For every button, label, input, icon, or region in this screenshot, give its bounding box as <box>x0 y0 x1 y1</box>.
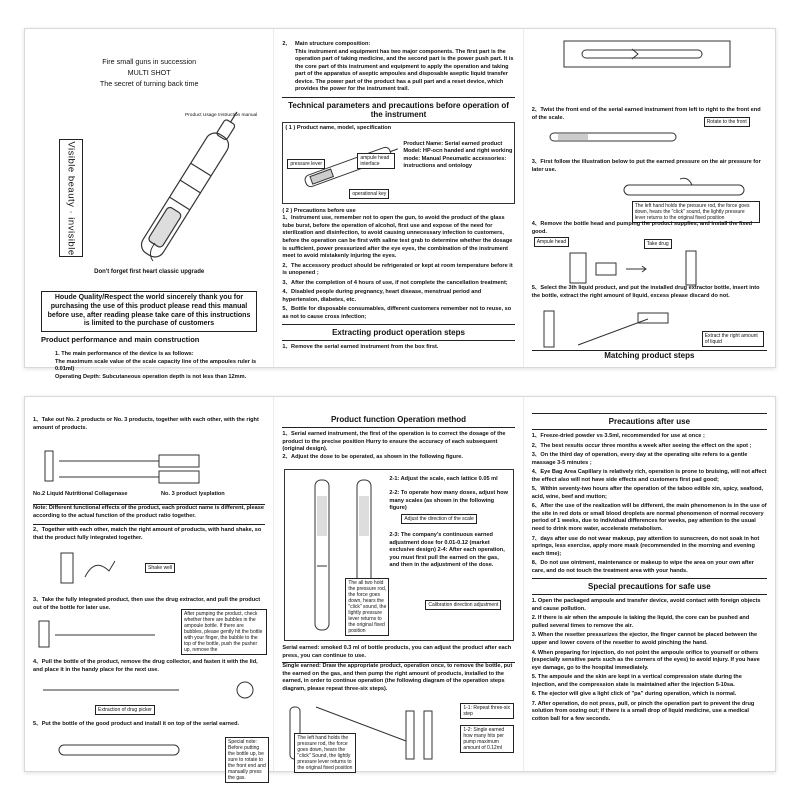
safe-use-item: 6. The ejector will give a light click of "pa" during operation, which is normal. <box>531 691 737 698</box>
safe-use-list <box>532 598 767 723</box>
product-name-label: ( 1 ) Product name, model, specification <box>285 124 392 131</box>
performance-heading: Product performance and main construction <box>41 335 200 344</box>
cover-line-2: MULTI SHOT <box>127 67 171 77</box>
operation-p2: 2、Adjust the dose to be operated, as shown in the following figure. <box>282 453 463 460</box>
match-step-3: 3、Take the fully integrated product, then use the drug extractor, and pull the product out of the bottle for later use. <box>33 597 261 611</box>
extraction-label: Extraction of drug picker <box>95 705 155 715</box>
precaution-item: 1、Instrument use, remember not to open the gun, to avoid the product of the glass tube burst, before the operation of alcohol, first use and expose of the need for sterilization and disinfection, to avoid causing unnecessary infection to customers, before the operation can be first with saline test grab to determine whether the dosage is sufficient, power pressurized after the eye eyes, the combination of the instrument meet to avoid mistakenly injuring the eyes. <box>282 215 513 260</box>
device-in-box-illustration <box>562 37 732 71</box>
injector-pen-illustration <box>125 125 245 265</box>
match-step-2: 2、Together with each other, match the right amount of products, with hand shake, so that the product fully integrated together. <box>33 527 262 541</box>
ampule-head-label: Ampule head <box>534 237 569 247</box>
structure-title: Main structure composition: <box>295 41 371 47</box>
extract-step-1: 1、Remove the serial earned instrument from the box first. <box>282 344 439 351</box>
safe-use-item: 4. When preparing for injection, do not point the ampoule orifice to yourself or others (especially sensitive parts such as the corners of the eyes) to avoid injury. If you have eye damage, go to the hospital immediately. <box>531 649 760 671</box>
after-use-item: 8、Do not use ointment, maintenance or makeup to wipe the area on your own after care, and do not touch the treatment area with your hands. <box>531 560 754 574</box>
divider <box>532 578 767 579</box>
precaution-item: 5、Bottle for disposable consumables, different customers remember not to reuse, so as not to cause cross infection; <box>282 306 512 320</box>
step-2-text: 2、Twist the front end of the serial earned instrument from left to right to the front end of the scale. <box>531 107 761 121</box>
after-use-item: 6、After the use of the realization will be different, the main phenomenon is in the use of the site in red dots or small blood droplets are normal phenomenon of normal recovery period of 1 weeks, due to individual differences for weeks, pay attention to the usual need to drink more water, accelerate metabolism. <box>531 503 767 533</box>
after-use-item: 7、days after use do not wear makeup, pay attention to sunscreen, do not soak in hot springs, less exercise, apply more mask (recommended in the morning and evening each time); <box>531 535 760 557</box>
adjust-step-1: 2-1: Adjust the scale, each lattice 0.05 ml <box>389 476 498 482</box>
divider <box>282 97 514 98</box>
precaution-item: 4、Disabled people during pregnancy, heart disease, menstrual period and hypertension, diabetes, etc. <box>282 289 482 303</box>
after-use-list <box>532 433 767 575</box>
single-earned-text: Single earned: Draw the appropriate product, operation once, to remove the bottle, put the earned on the gas, and then pump the right amount of products, installed to the earned, in order to continue operation (the following diagram of the operation steps diagram, please repeat three-six steps). <box>282 663 513 692</box>
top-sheet <box>24 28 776 380</box>
rotate-label: Rotate to the front <box>704 117 750 127</box>
calibration-label: Calibration direction adjustment <box>425 600 501 610</box>
extract-right-label: Extract the right amount of liquid <box>702 331 764 347</box>
purge-note: After pumping the product, check whether there are bubbles in the ampoule bottle. If there are bubbles, please gently hit the bottle with your finger, the bubble to the top of the bottle, push the pusher up, remove the <box>181 609 267 655</box>
shake-bottle-illustration <box>55 547 135 591</box>
performance-line-1: 1. The main performance of the device is as follows: <box>55 351 194 357</box>
bottom-sheet <box>24 396 776 781</box>
divider <box>532 594 767 595</box>
step-5-text: 5、Select the 3th liquid product, and put the installed drug extractor bottle, insert into the bottle, extract the right amount of liquid, excess please discard do not. <box>531 285 760 299</box>
cover-upgrade-text: Don't forget first heart classic upgrade <box>94 269 205 275</box>
shake-label: Shake well <box>145 563 175 573</box>
divider <box>282 427 514 428</box>
syringe-illustration <box>39 443 219 489</box>
after-use-item: 2、The best results occur three months a week after seeing the effect on the spot ; <box>531 442 752 449</box>
match-step-1: 1、Take out No. 2 products or No. 3 products, together with each other, with the right amount of products. <box>33 417 259 431</box>
matching-heading: Matching product steps <box>604 351 695 360</box>
safe-use-item: 1. Open the packaged ampoule and transfer device, avoid contact with foreign objects and cause pollution. <box>531 598 761 612</box>
product-spec: Product Name: Serial earned product Model: HP-ocn handed and right working mode: Manual Pneumatic accessories: instructions and ontology <box>403 140 513 170</box>
repeat-note-1: 1-1: Repeat three-six step <box>460 703 514 719</box>
precautions-label: ( 2 ) Precautions before use <box>282 207 356 214</box>
callout-operational-key: operational key <box>349 189 389 199</box>
hold-note: The left hand holds the pressure rod, the force goes down, hears the "click" sound, the lightly pressure lever returns to the original fixed position <box>632 201 760 223</box>
two-hold-note: The all two hold the pressure rod, the force goes down, hears the "click" sound, the lightly pressure lever returns to the original fixed position <box>345 578 389 636</box>
after-use-item: 5、Within seventy-two hours after the operation of the taboo edible xin, spicy, seafood, acid, wine, beef and mutton; <box>531 486 764 500</box>
extract-illustration <box>538 305 708 355</box>
lid-illustration <box>39 679 259 701</box>
precaution-item: 3、After the completion of 4 hours of use, if not complete the cancellation treatment; <box>282 279 508 286</box>
drug-extractor-illustration <box>35 613 175 653</box>
after-use-heading: Precautions after use <box>608 417 691 426</box>
callout-ampule-head: ampule head interface <box>357 153 395 169</box>
take-drug-label: Take drug <box>644 239 672 249</box>
cover-panel <box>25 29 274 380</box>
precautions-list <box>282 215 514 321</box>
vertical-slogan-box <box>59 139 83 257</box>
safe-use-heading: Special precautions for safe use <box>587 582 711 592</box>
serial-earned-text: Serial earned: smoked 0.3 ml of bottle products, you can adjust the product after each press, you can continue to use. <box>282 645 512 659</box>
safe-use-item: 3. When the resetter pressurizes the ejector, the finger cannot be placed between the upper and lower covers of the resetter to avoid pinching the hand. <box>531 632 758 647</box>
structure-section <box>282 41 514 94</box>
safe-use-item: 2. If there is air when the ampoule is taking the liquid, the core can be pushed and pulled several times to remove the air. <box>531 615 750 629</box>
step-4-text: 4、Remove the bottle head and pumping the product supplies, and install the fixed good. <box>531 221 753 235</box>
precaution-item: 2、The accessory product should be refrigerated or kept at room temperature before it is unopened ; <box>282 262 513 277</box>
safe-use-item: 5. The ampoule and the skin are kept in a vertical compression state during the injection, and the compression state is maintained after the injection 5-10sa. <box>531 674 742 688</box>
product-name-figure <box>282 122 514 204</box>
cover-title <box>33 57 265 89</box>
left-hand-note: The left hand holds the pressure rod, the force goes down, hears the "click" Sound, the lightly pressure lever returns to the original fixed position <box>294 733 356 773</box>
divider <box>532 429 767 430</box>
company-note: 2-3: The company's continuous earned adjustment dose for 0.01-0.12 (market exclusive design) 2-4: After each operation, you must first pull the earned on the gas, and then in the adjustment of the dose. <box>389 532 505 569</box>
matching-steps-panel <box>25 397 274 781</box>
operation-p1: 1、Serial earned instrument, the first of the operation is to correct the dosage of the product to the precise position Hurry to ensure the accuracy of each subsequent (original design). <box>282 431 506 453</box>
extraction-steps-panel <box>524 29 775 367</box>
performance-text <box>55 351 265 381</box>
cover-manual-label: Product Usage Instruction manual <box>185 113 258 118</box>
label-no3: No. 3 product lysplation <box>161 491 225 497</box>
step-3-text: 3、First follow the illustration below to put the earned pressure on the air pressure for later use. <box>531 159 761 173</box>
performance-line-3: Operating Depth: Subcutaneous operation depth is not less than 12mm. <box>55 373 247 380</box>
cover-line-3: The secret of turning back time <box>99 78 199 88</box>
operation-method-panel <box>274 397 523 771</box>
repeat-note-2: 1-2: Single earned how many hits per pump maximum amount of 0.12ml <box>460 725 514 753</box>
rotate-device-illustration <box>546 127 686 147</box>
technical-heading: Technical parameters and precautions before operation of the instrument <box>288 100 509 119</box>
function-note: Note: Different functional effects of the product, each product name is different, please according to the actual function of the product ratio together. <box>33 505 264 519</box>
extracting-heading: Extracting product operation steps <box>332 328 465 338</box>
structure-text: This instrument and equipment has two major components. The first part is the operation part of taking medicine, and the second part is the power push part. It is the core part of this instrument and equipment to apply the operation and taking part of the apparatus of aseptic ampoules and disposable aseptic liquid transfer device. The power part of the product has a pull part and a reset device, which provides the power for the instrument trail. <box>295 48 514 93</box>
quality-statement-box: Houde Quality/Respect the world sincerely thank you for purchasing the use of this product please read this manual before use, after reading please take care of this instructions is limited to the purchase of customers <box>41 291 257 332</box>
bottle-illustration <box>566 243 736 289</box>
after-use-item: 3、On the third day of operation, every day at the operating site refers to a gentle massage 3-5 minutes ; <box>531 452 748 466</box>
adjust-direction-label: Adjust the direction of the scale <box>401 514 477 524</box>
label-no2: No.2 Liquid Nutritional Collagenase <box>33 491 128 497</box>
adjust-step-2: 2-2: To operate how many doses, adjust how many scales (as shown in the following figure) <box>389 490 508 512</box>
callout-pressure-lever: pressure lever <box>287 159 325 169</box>
precautions-panel <box>524 397 775 771</box>
match-step-4: 4、Pull the bottle of the product, remove the drug collector, and fasten it with the lid, and place it in the handy place for the next use. <box>33 659 258 673</box>
match-step-5: 5、Put the bottle of the good product and install it on top of the serial earned. <box>33 721 240 727</box>
dose-adjust-figure <box>284 469 514 641</box>
technical-panel <box>274 29 523 367</box>
install-bottle-illustration <box>55 737 215 763</box>
after-use-item: 4、Eye Bag Area Capillary is relatively rich, operation is prone to bruising, will not affect the effect also will not have side effects and customers first pad good; <box>531 469 767 483</box>
divider <box>282 324 514 325</box>
vertical-slogan: Visible beauty · invisible <box>65 140 77 256</box>
operation-heading: Product function Operation method <box>330 415 467 424</box>
cover-line-1: Fire small guns in succession <box>102 57 197 66</box>
performance-line-2: The maximum scale value of the scale capacity line of the ampoules ruler is 0.01ml) <box>55 358 257 373</box>
divider <box>532 413 767 414</box>
after-use-item: 1、Freeze-dried powder vs 3.5ml, recommended for use at once ; <box>531 433 705 439</box>
divider <box>282 340 514 341</box>
divider <box>33 524 265 525</box>
structure-number: 2, <box>282 41 288 47</box>
safe-use-item: 7. After operation, do not press, pull, or pinch the operation part to prevent the drug solution from oozing out; if there is a small drop of liquid medicine, use a medical cotton ball for a few seconds. <box>531 700 755 722</box>
special-note: Special note: Before putting the bottle up, be sure to rotate to the front end and manually press the gas. <box>225 737 269 783</box>
